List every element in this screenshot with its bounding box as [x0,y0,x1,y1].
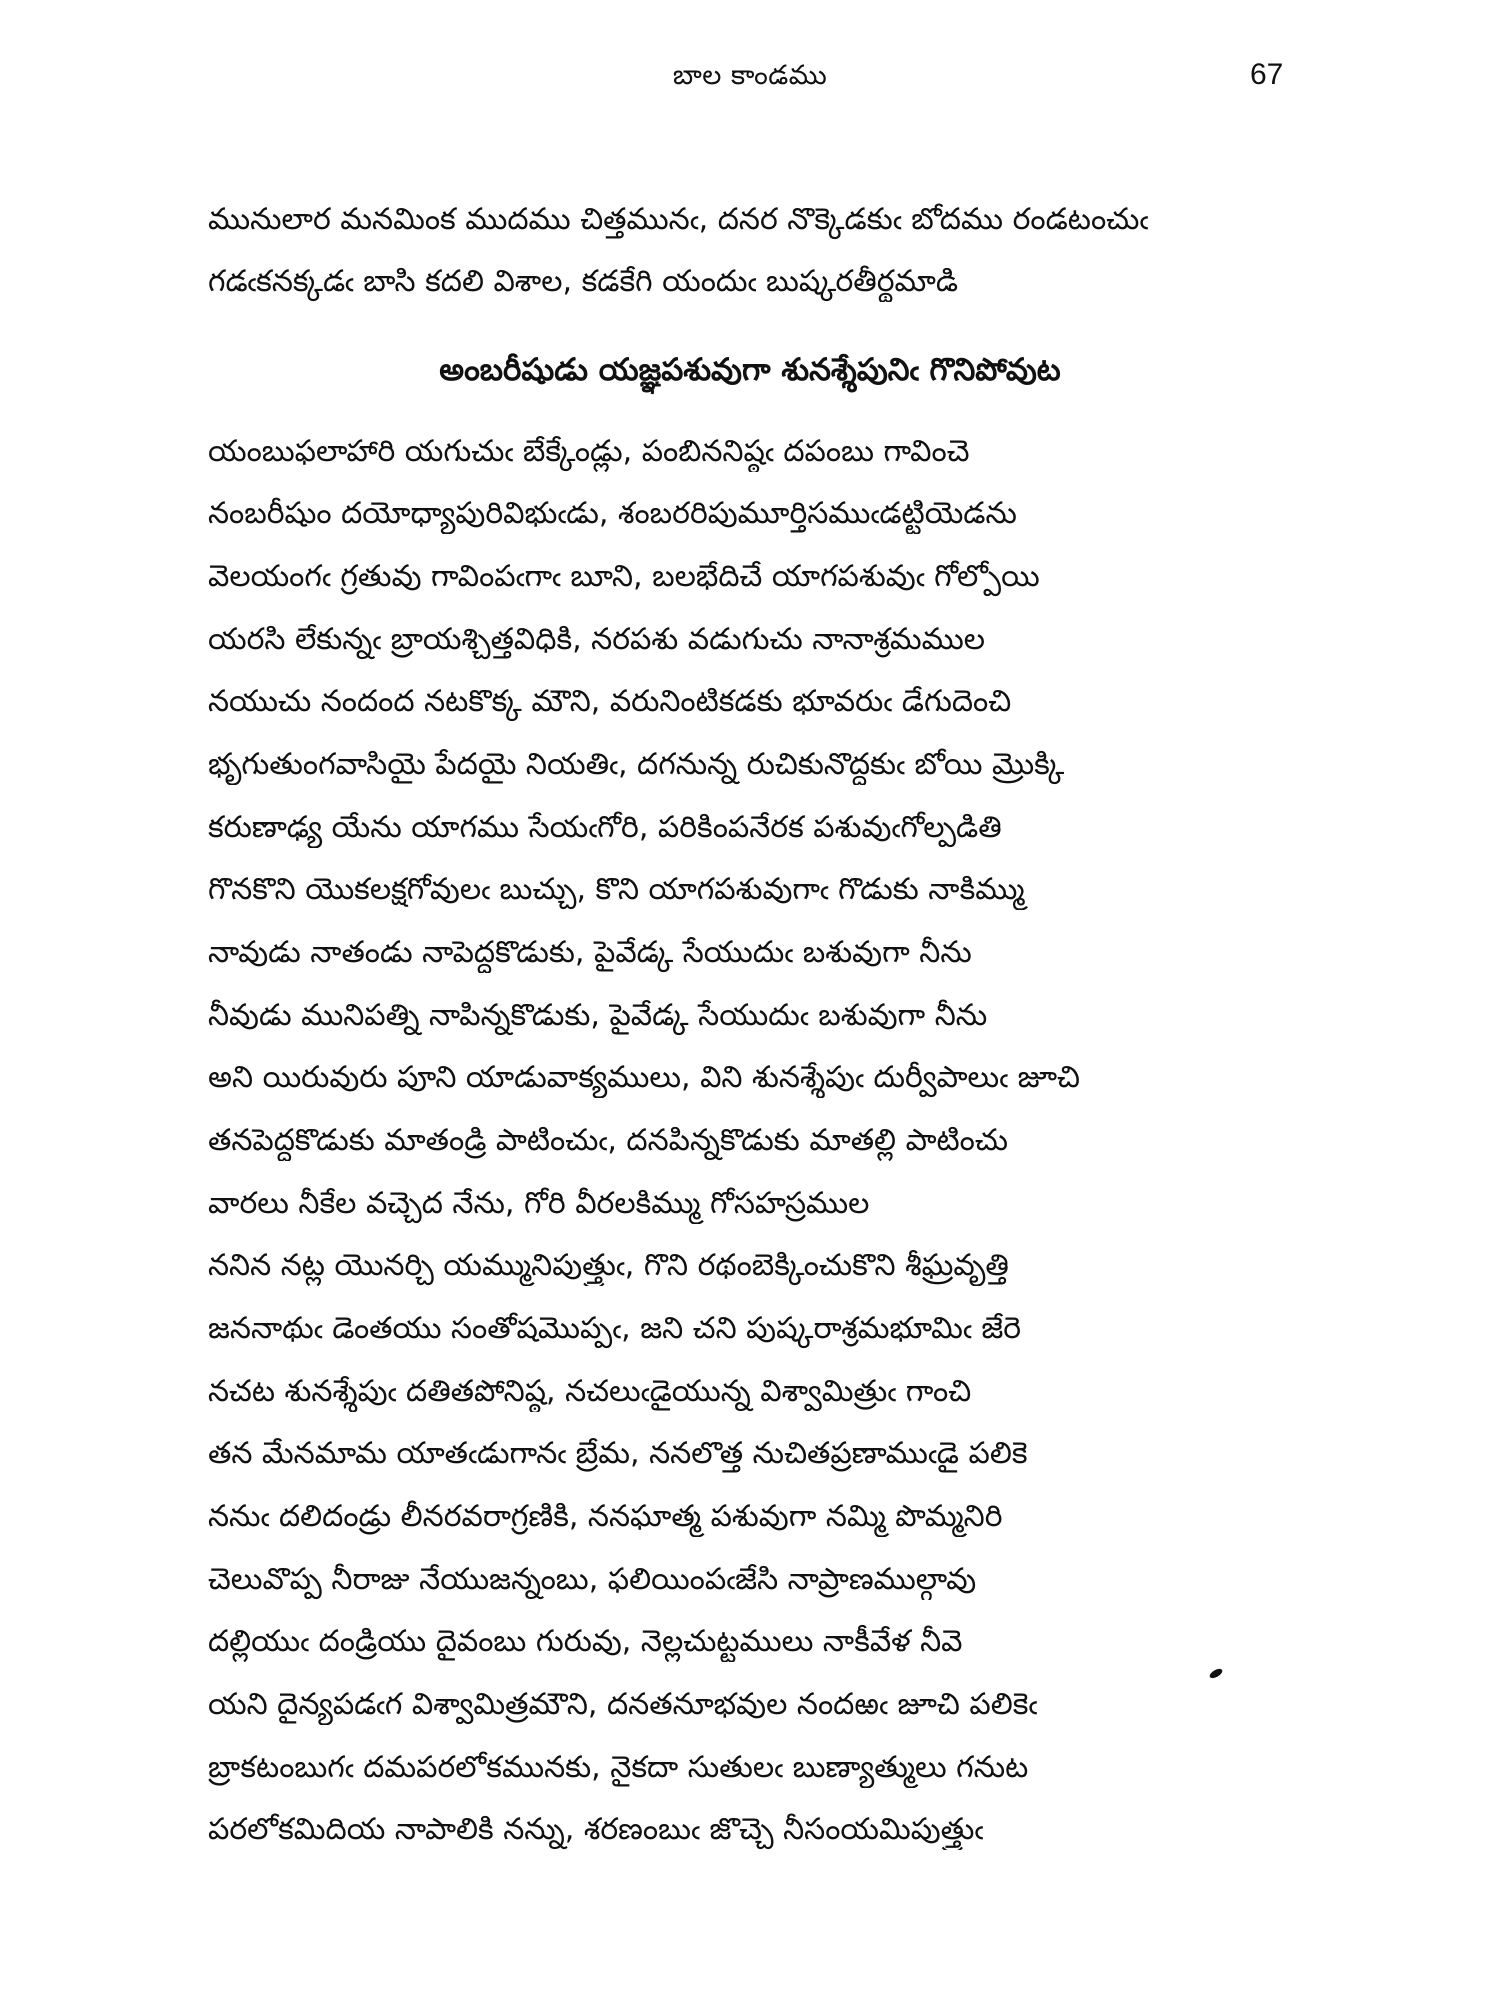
verse-line: కరుణాఢ్య యేను యాగము సేయఁగోరి, పరికింపనేరక పశువుఁగోల్పడితి [208,810,1002,845]
verse-line: ననుఁ దలిదండ్రు లీనరవరాగ్రణికి, ననఘాత్మ పశువుగా నమ్మి పొమ్మనిరి [208,1499,1003,1534]
verse-line: నావుడు నాతండు నాపెద్దకొడుకు, పైవేడ్క సేయుదుఁ బశువుగా నీను [208,935,972,970]
verse-line: యంబుఫలాహారి యగుచుఁ బేక్కేండ్లు, పంబిననిష్ఠఁ దపంబు గావించె [208,434,970,469]
verse-line: నయుచు నందంద నటకొక్క మౌని, వరునింటికడకు భూవరుఁ డేగుదెంచి [208,684,1012,719]
verse-line: యని దైన్యపడఁగ విశ్వామిత్రమౌని, దనతనూభవుల నందఱఁ జూచి పలికెఁ [208,1687,1038,1722]
verse-line: యరసి లేకున్నఁ బ్రాయశ్చిత్తవిధికి, నరపశు వడుగుచు నానాశ్రమముల [208,622,986,657]
section-heading: అంబరీషుడు యజ్ఞపశువుగా శునశ్శేపునిఁ గొనిపోవుట [439,352,1061,388]
verse-line: నంబరీషుం దయోధ్యాపురివిభుఁడు, శంబరరిపుమూర్తిసముఁడట్టియెడను [208,496,1017,531]
verse-line: భృగుతుంగవాసియై పేదయై నియతిఁ, దగనున్న రుచికునొద్దకుఁ బోయి మ్రొక్కి [208,747,1065,782]
verse-line: నచట శునశ్శేపుఁ దతితపోనిష్ఠ, నచలుఁడైయున్న విశ్వామిత్రుఁ గాంచి [208,1374,972,1409]
verse-line: చెలువొప్ప నీరాజు నేయుజన్నంబు, ఫలియింపఁజేసి నాప్రాణముల్గావు [208,1562,977,1597]
verse-line: మునులార మనమింక ముదము చిత్తమునఁ, దనర నొక్కెడకుఁ బోదము రండటంచుఁ [208,202,1149,237]
verse-line: జననాథుఁ డెంతయు సంతోషమొప్పఁ, జని చని పుష్కరాశ్రమభూమిఁ జేరె [208,1311,1022,1346]
running-header-title: బాల కాండము [672,60,828,91]
verse-line: తనపెద్దకొడుకు మాతండ్రి పాటించుఁ, దనపిన్నకొడుకు మాతల్లి పాటించు [208,1123,1009,1158]
verse-line: పరలోకమిదియ నాపాలికి నన్ను, శరణంబుఁ జొచ్చె నీసంయమిపుత్త్రుఁ [208,1812,984,1847]
page-number: 67 [1250,58,1284,91]
verse-line: వారలు నీకేల వచ్చెద నేను, గోరి వీరలకిమ్ము గోసహస్రముల [208,1186,870,1221]
verse-line: దల్లియుఁ దండ్రియు దైవంబు గురువు, నెల్లచుట్టములు నాకీవేళ నీవె [208,1624,963,1659]
verse-line: నీవుడు మునిపత్ని నాపిన్నకొడుకు, పైవేడ్క సేయుదుఁ బశువుగా నీను [208,998,988,1033]
verse-line: బ్రాకటంబుగఁ దమపరలోకమునకు, నైకదా సుతులఁ బుణ్యాత్ములు గనుట [208,1750,1029,1785]
verse-line: అని యిరువురు పూని యాడువాక్యములు, విని శునశ్శేపుఁ దుర్వీపాలుఁ జూచి [208,1060,1081,1095]
verse-line: గడఁకనక్కడఁ బాసి కదలి విశాల, కడకేగి యందుఁ బుష్కరతీర్థమాడి [208,264,959,299]
verse-line: గొనకొని యొకలక్షగోవులఁ బుచ్చు, కొని యాగపశువుగాఁ గొడుకు నాకిమ్ము [208,872,1025,907]
verse-line: వెలయంగఁ గ్రతువు గావింపఁగాఁ బూని, బలభేదిచే యాగపశువుఁ గోల్పోయి [208,559,1040,594]
verse-line: ననిన నట్ల యొనర్చి యమ్మునిపుత్త్రుఁ, గొని రథంబెక్కించుకొని శీఘ్రవృత్తి [208,1248,1009,1283]
ink-speck [1208,1667,1224,1680]
verse-line: తన మేనమామ యాతఁడుగానఁ బ్రేమ, ననలొత్త నుచితప్రణాముఁడై పలికె [208,1436,1028,1471]
